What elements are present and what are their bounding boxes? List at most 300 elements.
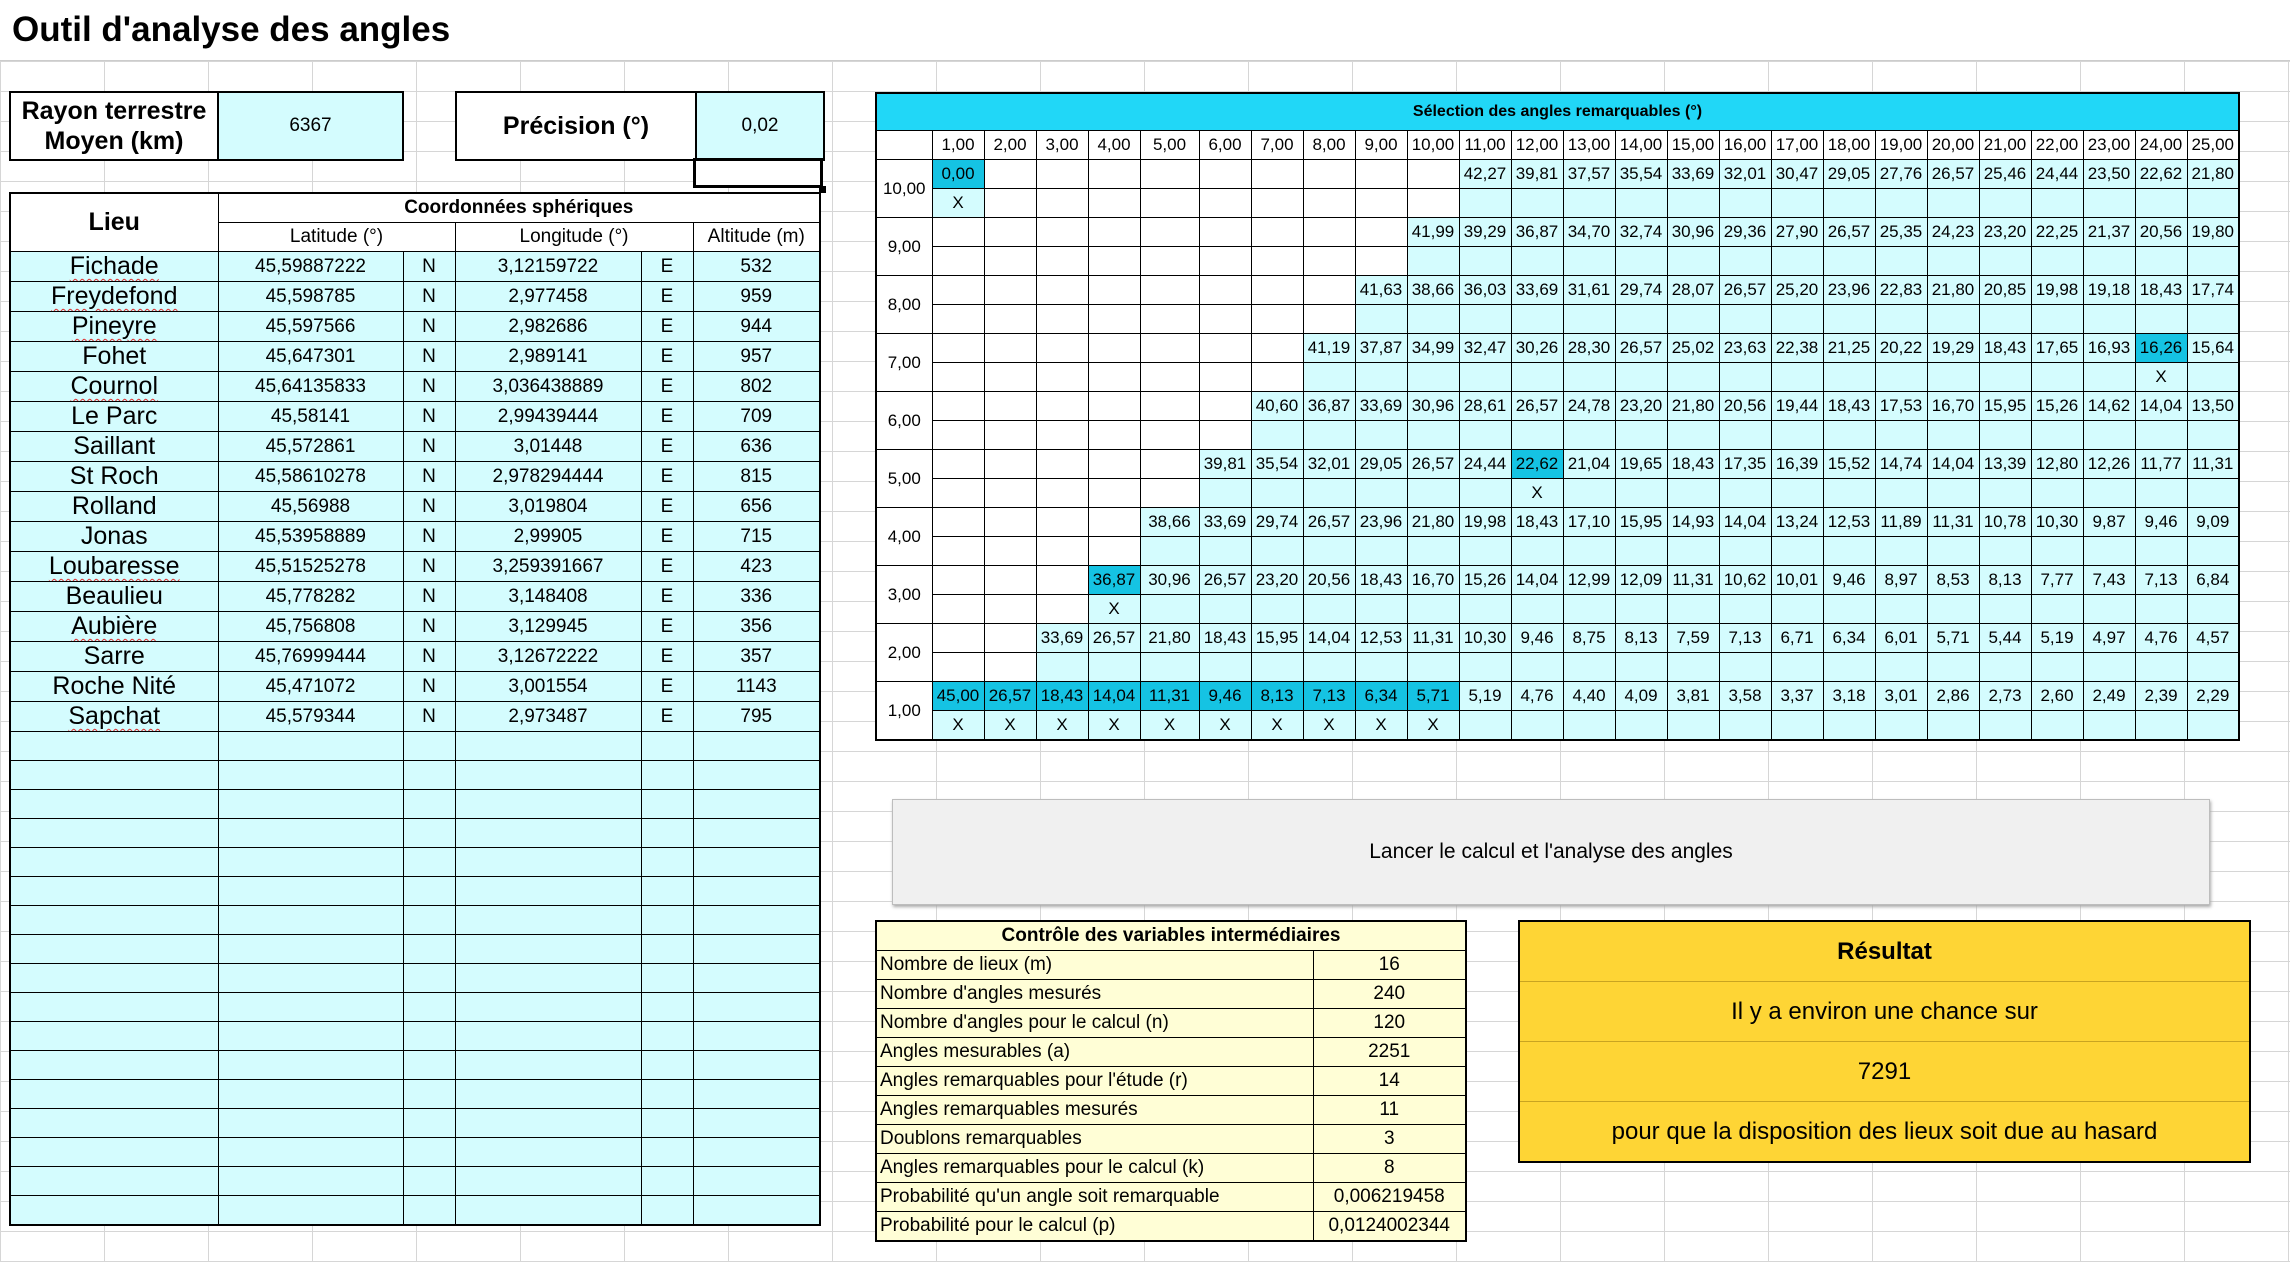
angle-mark-cell[interactable]: [1667, 711, 1719, 741]
angle-mark-cell[interactable]: X: [2135, 363, 2187, 392]
angle-value-cell[interactable]: 34,99: [1407, 334, 1459, 363]
angle-mark-cell[interactable]: [2187, 479, 2239, 508]
angle-mark-cell[interactable]: [1303, 479, 1355, 508]
angle-mark-cell[interactable]: X: [932, 711, 984, 741]
latitude-cell[interactable]: 45,64135833: [218, 372, 403, 402]
place-name-cell[interactable]: Sarre: [10, 642, 218, 672]
angle-value-cell[interactable]: 3,58: [1719, 682, 1771, 711]
angle-value-cell[interactable]: 26,57: [1511, 392, 1563, 421]
angle-mark-cell[interactable]: [1140, 247, 1199, 276]
angle-mark-cell[interactable]: [1979, 653, 2031, 682]
angle-mark-cell[interactable]: X: [1140, 711, 1199, 741]
angle-value-cell[interactable]: 21,04: [1563, 450, 1615, 479]
ns-cell[interactable]: N: [403, 582, 455, 612]
angle-value-cell[interactable]: 33,69: [1036, 624, 1088, 653]
angle-mark-cell[interactable]: [984, 653, 1036, 682]
angle-mark-cell[interactable]: [1667, 247, 1719, 276]
angle-value-cell[interactable]: [1251, 334, 1303, 363]
angle-mark-cell[interactable]: [1511, 421, 1563, 450]
angle-mark-cell[interactable]: [1036, 479, 1088, 508]
ns-cell[interactable]: N: [403, 612, 455, 642]
angle-value-cell[interactable]: 20,85: [1979, 276, 2031, 305]
longitude-cell[interactable]: 3,259391667: [455, 552, 641, 582]
angle-value-cell[interactable]: 37,87: [1355, 334, 1407, 363]
angle-mark-cell[interactable]: [1459, 421, 1511, 450]
angle-value-cell[interactable]: [1036, 450, 1088, 479]
angle-mark-cell[interactable]: [1459, 711, 1511, 741]
angle-mark-cell[interactable]: [1979, 363, 2031, 392]
angle-value-cell[interactable]: [1407, 160, 1459, 189]
angle-mark-cell[interactable]: [1719, 421, 1771, 450]
angle-value-cell[interactable]: 26,57: [1088, 624, 1140, 653]
precision-value-cell[interactable]: 0,02: [695, 91, 825, 161]
angle-mark-cell[interactable]: [2135, 595, 2187, 624]
angle-mark-cell[interactable]: [2031, 711, 2083, 741]
angle-value-cell[interactable]: 32,01: [1303, 450, 1355, 479]
angle-mark-cell[interactable]: [1875, 363, 1927, 392]
angle-mark-cell[interactable]: [2187, 653, 2239, 682]
angle-mark-cell[interactable]: [1875, 653, 1927, 682]
latitude-cell[interactable]: 45,53958889: [218, 522, 403, 552]
angle-value-cell[interactable]: 18,43: [2135, 276, 2187, 305]
angle-value-cell[interactable]: 25,20: [1771, 276, 1823, 305]
angle-mark-cell[interactable]: [1088, 479, 1140, 508]
angle-mark-cell[interactable]: X: [1251, 711, 1303, 741]
angle-mark-cell[interactable]: [1088, 247, 1140, 276]
angle-value-cell[interactable]: [1199, 334, 1251, 363]
angle-mark-cell[interactable]: [1355, 479, 1407, 508]
empty-cell[interactable]: [403, 964, 455, 993]
empty-cell[interactable]: [218, 819, 403, 848]
angle-mark-cell[interactable]: [1088, 363, 1140, 392]
angle-mark-cell[interactable]: [1719, 189, 1771, 218]
angle-value-cell[interactable]: 16,70: [1927, 392, 1979, 421]
angle-value-cell[interactable]: 18,43: [1355, 566, 1407, 595]
empty-cell[interactable]: [10, 1167, 218, 1196]
ns-cell[interactable]: N: [403, 402, 455, 432]
angle-mark-cell[interactable]: [1088, 653, 1140, 682]
angle-value-cell[interactable]: [1036, 334, 1088, 363]
angle-mark-cell[interactable]: X: [1036, 711, 1088, 741]
empty-cell[interactable]: [641, 1022, 693, 1051]
angle-value-cell[interactable]: 10,78: [1979, 508, 2031, 537]
angle-mark-cell[interactable]: [1667, 653, 1719, 682]
latitude-cell[interactable]: 45,598785: [218, 282, 403, 312]
angle-mark-cell[interactable]: [932, 537, 984, 566]
angle-value-cell[interactable]: 23,20: [1979, 218, 2031, 247]
angle-value-cell[interactable]: 23,20: [1251, 566, 1303, 595]
angle-mark-cell[interactable]: [2135, 305, 2187, 334]
angle-mark-cell[interactable]: [984, 421, 1036, 450]
longitude-cell[interactable]: 3,148408: [455, 582, 641, 612]
angle-mark-cell[interactable]: [1875, 421, 1927, 450]
angle-value-cell[interactable]: [1036, 392, 1088, 421]
empty-cell[interactable]: [693, 1138, 820, 1167]
angle-mark-cell[interactable]: [1823, 247, 1875, 276]
angle-mark-cell[interactable]: [1199, 305, 1251, 334]
angle-mark-cell[interactable]: [2187, 537, 2239, 566]
longitude-cell[interactable]: 3,12159722: [455, 252, 641, 282]
longitude-cell[interactable]: 2,989141: [455, 342, 641, 372]
ns-cell[interactable]: N: [403, 342, 455, 372]
empty-cell[interactable]: [693, 1051, 820, 1080]
angle-mark-cell[interactable]: [1355, 595, 1407, 624]
angle-mark-cell[interactable]: [1355, 653, 1407, 682]
angle-mark-cell[interactable]: [1615, 653, 1667, 682]
angle-mark-cell[interactable]: [1563, 595, 1615, 624]
angle-value-cell[interactable]: 22,38: [1771, 334, 1823, 363]
empty-cell[interactable]: [403, 848, 455, 877]
angle-mark-cell[interactable]: X: [1303, 711, 1355, 741]
angle-mark-cell[interactable]: [1199, 363, 1251, 392]
angle-value-cell[interactable]: 19,98: [2031, 276, 2083, 305]
angle-value-cell[interactable]: 2,29: [2187, 682, 2239, 711]
angle-value-cell[interactable]: 13,39: [1979, 450, 2031, 479]
angle-value-cell[interactable]: 2,49: [2083, 682, 2135, 711]
latitude-cell[interactable]: 45,647301: [218, 342, 403, 372]
angle-value-cell[interactable]: 8,13: [1979, 566, 2031, 595]
angle-mark-cell[interactable]: [1407, 537, 1459, 566]
angle-value-cell[interactable]: 26,57: [1927, 160, 1979, 189]
ns-cell[interactable]: N: [403, 462, 455, 492]
angle-mark-cell[interactable]: [932, 479, 984, 508]
active-cell-selection[interactable]: [693, 158, 823, 188]
empty-cell[interactable]: [403, 761, 455, 790]
angle-value-cell[interactable]: 41,63: [1355, 276, 1407, 305]
angle-value-cell[interactable]: [984, 392, 1036, 421]
angle-mark-cell[interactable]: [1927, 247, 1979, 276]
empty-cell[interactable]: [403, 790, 455, 819]
angle-value-cell[interactable]: 4,76: [2135, 624, 2187, 653]
angle-value-cell[interactable]: 7,43: [2083, 566, 2135, 595]
empty-cell[interactable]: [455, 1196, 641, 1226]
empty-cell[interactable]: [693, 848, 820, 877]
angle-value-cell[interactable]: 32,01: [1719, 160, 1771, 189]
latitude-cell[interactable]: 45,56988: [218, 492, 403, 522]
angle-value-cell[interactable]: 11,89: [1875, 508, 1927, 537]
angle-value-cell[interactable]: 29,05: [1355, 450, 1407, 479]
angle-mark-cell[interactable]: [1140, 189, 1199, 218]
angle-mark-cell[interactable]: [932, 305, 984, 334]
angle-mark-cell[interactable]: [1563, 247, 1615, 276]
angle-mark-cell[interactable]: [2031, 653, 2083, 682]
angle-mark-cell[interactable]: [2135, 711, 2187, 741]
angle-value-cell[interactable]: [1088, 334, 1140, 363]
angle-mark-cell[interactable]: [1719, 653, 1771, 682]
angle-value-cell[interactable]: 11,31: [1927, 508, 1979, 537]
angle-mark-cell[interactable]: X: [932, 189, 984, 218]
angle-value-cell[interactable]: 19,65: [1615, 450, 1667, 479]
angle-value-cell[interactable]: 33,69: [1199, 508, 1251, 537]
place-name-cell[interactable]: Roche Nité: [10, 672, 218, 702]
ew-cell[interactable]: E: [641, 342, 693, 372]
angle-value-cell[interactable]: 11,31: [1667, 566, 1719, 595]
angle-value-cell[interactable]: 3,01: [1875, 682, 1927, 711]
angle-value-cell[interactable]: [932, 334, 984, 363]
empty-cell[interactable]: [403, 1138, 455, 1167]
angle-value-cell[interactable]: 24,23: [1927, 218, 1979, 247]
angle-value-cell[interactable]: 26,57: [1303, 508, 1355, 537]
empty-cell[interactable]: [641, 1109, 693, 1138]
empty-cell[interactable]: [10, 761, 218, 790]
angle-value-cell[interactable]: 6,34: [1823, 624, 1875, 653]
angle-value-cell[interactable]: [1199, 276, 1251, 305]
angle-mark-cell[interactable]: [1615, 537, 1667, 566]
angle-value-cell[interactable]: 17,74: [2187, 276, 2239, 305]
angle-value-cell[interactable]: 22,62: [2135, 160, 2187, 189]
angle-mark-cell[interactable]: [1251, 595, 1303, 624]
angle-mark-cell[interactable]: [1140, 305, 1199, 334]
latitude-cell[interactable]: 45,76999444: [218, 642, 403, 672]
angle-mark-cell[interactable]: [2083, 479, 2135, 508]
empty-cell[interactable]: [10, 1138, 218, 1167]
empty-cell[interactable]: [455, 819, 641, 848]
angle-value-cell[interactable]: 7,13: [1303, 682, 1355, 711]
angle-value-cell[interactable]: [1303, 276, 1355, 305]
altitude-cell[interactable]: 532: [693, 252, 820, 282]
angle-value-cell[interactable]: 19,29: [1927, 334, 1979, 363]
angle-value-cell[interactable]: 8,13: [1251, 682, 1303, 711]
angle-mark-cell[interactable]: [2083, 305, 2135, 334]
latitude-cell[interactable]: 45,579344: [218, 702, 403, 732]
longitude-cell[interactable]: 2,982686: [455, 312, 641, 342]
angle-mark-cell[interactable]: [1927, 363, 1979, 392]
angle-mark-cell[interactable]: [1036, 189, 1088, 218]
empty-cell[interactable]: [218, 1109, 403, 1138]
angle-value-cell[interactable]: [1140, 218, 1199, 247]
empty-cell[interactable]: [218, 964, 403, 993]
angle-mark-cell[interactable]: [1459, 537, 1511, 566]
angle-mark-cell[interactable]: [1719, 595, 1771, 624]
latitude-cell[interactable]: 45,58610278: [218, 462, 403, 492]
place-name-cell[interactable]: Le Parc: [10, 402, 218, 432]
angle-value-cell[interactable]: [1251, 160, 1303, 189]
angle-mark-cell[interactable]: [1615, 305, 1667, 334]
angle-value-cell[interactable]: [1140, 334, 1199, 363]
angle-mark-cell[interactable]: [1303, 537, 1355, 566]
angle-value-cell[interactable]: 14,62: [2083, 392, 2135, 421]
empty-cell[interactable]: [455, 732, 641, 761]
angle-mark-cell[interactable]: [932, 363, 984, 392]
angle-mark-cell[interactable]: [2031, 189, 2083, 218]
angle-mark-cell[interactable]: [1303, 653, 1355, 682]
empty-cell[interactable]: [10, 1080, 218, 1109]
angle-mark-cell[interactable]: [2083, 711, 2135, 741]
angle-value-cell[interactable]: 38,66: [1407, 276, 1459, 305]
ew-cell[interactable]: E: [641, 282, 693, 312]
angle-value-cell[interactable]: [1036, 276, 1088, 305]
empty-cell[interactable]: [455, 1167, 641, 1196]
angle-mark-cell[interactable]: [1459, 247, 1511, 276]
empty-cell[interactable]: [218, 1196, 403, 1226]
ns-cell[interactable]: N: [403, 702, 455, 732]
angle-value-cell[interactable]: 41,19: [1303, 334, 1355, 363]
angle-mark-cell[interactable]: [1615, 247, 1667, 276]
angle-value-cell[interactable]: 33,69: [1667, 160, 1719, 189]
empty-cell[interactable]: [403, 1080, 455, 1109]
latitude-cell[interactable]: 45,59887222: [218, 252, 403, 282]
angle-value-cell[interactable]: 21,80: [1407, 508, 1459, 537]
angle-mark-cell[interactable]: [1927, 711, 1979, 741]
angle-mark-cell[interactable]: [1823, 537, 1875, 566]
angle-mark-cell[interactable]: [1511, 537, 1563, 566]
ew-cell[interactable]: E: [641, 522, 693, 552]
angle-value-cell[interactable]: 8,53: [1927, 566, 1979, 595]
angle-mark-cell[interactable]: [1563, 479, 1615, 508]
empty-cell[interactable]: [218, 761, 403, 790]
angle-value-cell[interactable]: 28,30: [1563, 334, 1615, 363]
angle-mark-cell[interactable]: [984, 363, 1036, 392]
empty-cell[interactable]: [10, 819, 218, 848]
ew-cell[interactable]: E: [641, 432, 693, 462]
ns-cell[interactable]: N: [403, 672, 455, 702]
angle-value-cell[interactable]: 20,56: [1303, 566, 1355, 595]
angle-value-cell[interactable]: 18,43: [1667, 450, 1719, 479]
angle-mark-cell[interactable]: [2187, 305, 2239, 334]
angle-value-cell[interactable]: 29,36: [1719, 218, 1771, 247]
angle-value-cell[interactable]: 24,78: [1563, 392, 1615, 421]
place-name-cell[interactable]: Pineyre: [10, 312, 218, 342]
angle-value-cell[interactable]: 26,57: [1199, 566, 1251, 595]
angle-value-cell[interactable]: [984, 218, 1036, 247]
angle-value-cell[interactable]: 26,57: [984, 682, 1036, 711]
angle-mark-cell[interactable]: [1511, 711, 1563, 741]
angle-mark-cell[interactable]: [1615, 421, 1667, 450]
angle-mark-cell[interactable]: [1407, 189, 1459, 218]
angle-mark-cell[interactable]: [1615, 363, 1667, 392]
angle-value-cell[interactable]: 30,47: [1771, 160, 1823, 189]
empty-cell[interactable]: [403, 1022, 455, 1051]
angle-mark-cell[interactable]: [1355, 305, 1407, 334]
angle-value-cell[interactable]: 29,74: [1251, 508, 1303, 537]
angle-mark-cell[interactable]: [1823, 421, 1875, 450]
angle-mark-cell[interactable]: X: [1088, 711, 1140, 741]
altitude-cell[interactable]: 957: [693, 342, 820, 372]
angle-mark-cell[interactable]: [1979, 537, 2031, 566]
angle-mark-cell[interactable]: [932, 653, 984, 682]
angle-value-cell[interactable]: 41,99: [1407, 218, 1459, 247]
angle-mark-cell[interactable]: [1199, 189, 1251, 218]
angle-mark-cell[interactable]: [1615, 595, 1667, 624]
angle-value-cell[interactable]: 6,34: [1355, 682, 1407, 711]
angle-value-cell[interactable]: 30,96: [1407, 392, 1459, 421]
angle-mark-cell[interactable]: [1563, 305, 1615, 334]
place-name-cell[interactable]: Fohet: [10, 342, 218, 372]
angle-value-cell[interactable]: 20,56: [1719, 392, 1771, 421]
empty-cell[interactable]: [641, 848, 693, 877]
angle-value-cell[interactable]: 9,87: [2083, 508, 2135, 537]
angle-mark-cell[interactable]: [1407, 479, 1459, 508]
empty-cell[interactable]: [10, 877, 218, 906]
angle-value-cell[interactable]: 5,19: [1459, 682, 1511, 711]
angle-value-cell[interactable]: 10,01: [1771, 566, 1823, 595]
ns-cell[interactable]: N: [403, 372, 455, 402]
angle-value-cell[interactable]: [1251, 218, 1303, 247]
empty-cell[interactable]: [455, 848, 641, 877]
angle-mark-cell[interactable]: [2083, 247, 2135, 276]
altitude-cell[interactable]: 815: [693, 462, 820, 492]
angle-mark-cell[interactable]: [1511, 189, 1563, 218]
empty-cell[interactable]: [218, 732, 403, 761]
angle-value-cell[interactable]: 16,39: [1771, 450, 1823, 479]
altitude-cell[interactable]: 709: [693, 402, 820, 432]
angle-mark-cell[interactable]: [2031, 537, 2083, 566]
angle-value-cell[interactable]: 8,97: [1875, 566, 1927, 595]
ew-cell[interactable]: E: [641, 672, 693, 702]
angle-mark-cell[interactable]: [1979, 305, 2031, 334]
empty-cell[interactable]: [218, 1022, 403, 1051]
angle-value-cell[interactable]: [1251, 276, 1303, 305]
altitude-cell[interactable]: 356: [693, 612, 820, 642]
angle-mark-cell[interactable]: [1199, 653, 1251, 682]
angle-value-cell[interactable]: [1088, 508, 1140, 537]
angle-value-cell[interactable]: 17,65: [2031, 334, 2083, 363]
angle-value-cell[interactable]: 29,74: [1615, 276, 1667, 305]
place-name-cell[interactable]: Jonas: [10, 522, 218, 552]
empty-cell[interactable]: [218, 877, 403, 906]
empty-cell[interactable]: [10, 935, 218, 964]
angle-mark-cell[interactable]: [1355, 247, 1407, 276]
ew-cell[interactable]: E: [641, 702, 693, 732]
empty-cell[interactable]: [455, 761, 641, 790]
angle-mark-cell[interactable]: [1407, 421, 1459, 450]
angle-value-cell[interactable]: [932, 450, 984, 479]
angle-mark-cell[interactable]: [1251, 653, 1303, 682]
angle-value-cell[interactable]: [1355, 160, 1407, 189]
angle-mark-cell[interactable]: [932, 595, 984, 624]
angle-value-cell[interactable]: 22,83: [1875, 276, 1927, 305]
angle-mark-cell[interactable]: [1771, 537, 1823, 566]
empty-cell[interactable]: [218, 1138, 403, 1167]
angle-mark-cell[interactable]: [1823, 479, 1875, 508]
empty-cell[interactable]: [10, 848, 218, 877]
angle-mark-cell[interactable]: [2187, 595, 2239, 624]
angle-mark-cell[interactable]: [1303, 305, 1355, 334]
angle-value-cell[interactable]: 8,13: [1615, 624, 1667, 653]
angle-mark-cell[interactable]: [1823, 653, 1875, 682]
angle-value-cell[interactable]: 20,56: [2135, 218, 2187, 247]
ns-cell[interactable]: N: [403, 282, 455, 312]
angle-value-cell[interactable]: [932, 624, 984, 653]
angle-value-cell[interactable]: 2,60: [2031, 682, 2083, 711]
angle-value-cell[interactable]: [932, 218, 984, 247]
angle-mark-cell[interactable]: [1875, 711, 1927, 741]
angle-mark-cell[interactable]: [1667, 595, 1719, 624]
angle-value-cell[interactable]: 14,04: [2135, 392, 2187, 421]
place-name-cell[interactable]: Fichade: [10, 252, 218, 282]
angle-mark-cell[interactable]: [2083, 363, 2135, 392]
angle-mark-cell[interactable]: [1563, 537, 1615, 566]
angle-mark-cell[interactable]: [1771, 421, 1823, 450]
angle-mark-cell[interactable]: [1979, 479, 2031, 508]
angle-mark-cell[interactable]: [1036, 595, 1088, 624]
angle-value-cell[interactable]: [932, 508, 984, 537]
angle-value-cell[interactable]: 19,44: [1771, 392, 1823, 421]
place-name-cell[interactable]: Saillant: [10, 432, 218, 462]
angle-mark-cell[interactable]: [1667, 537, 1719, 566]
longitude-cell[interactable]: 2,977458: [455, 282, 641, 312]
angle-value-cell[interactable]: 12,80: [2031, 450, 2083, 479]
angle-value-cell[interactable]: 38,66: [1140, 508, 1199, 537]
angle-value-cell[interactable]: 26,57: [1615, 334, 1667, 363]
angle-value-cell[interactable]: 30,96: [1140, 566, 1199, 595]
empty-cell[interactable]: [693, 732, 820, 761]
angle-mark-cell[interactable]: [1719, 247, 1771, 276]
angle-value-cell[interactable]: 23,96: [1823, 276, 1875, 305]
place-name-cell[interactable]: Loubaresse: [10, 552, 218, 582]
ns-cell[interactable]: N: [403, 312, 455, 342]
angle-value-cell[interactable]: 5,71: [1407, 682, 1459, 711]
